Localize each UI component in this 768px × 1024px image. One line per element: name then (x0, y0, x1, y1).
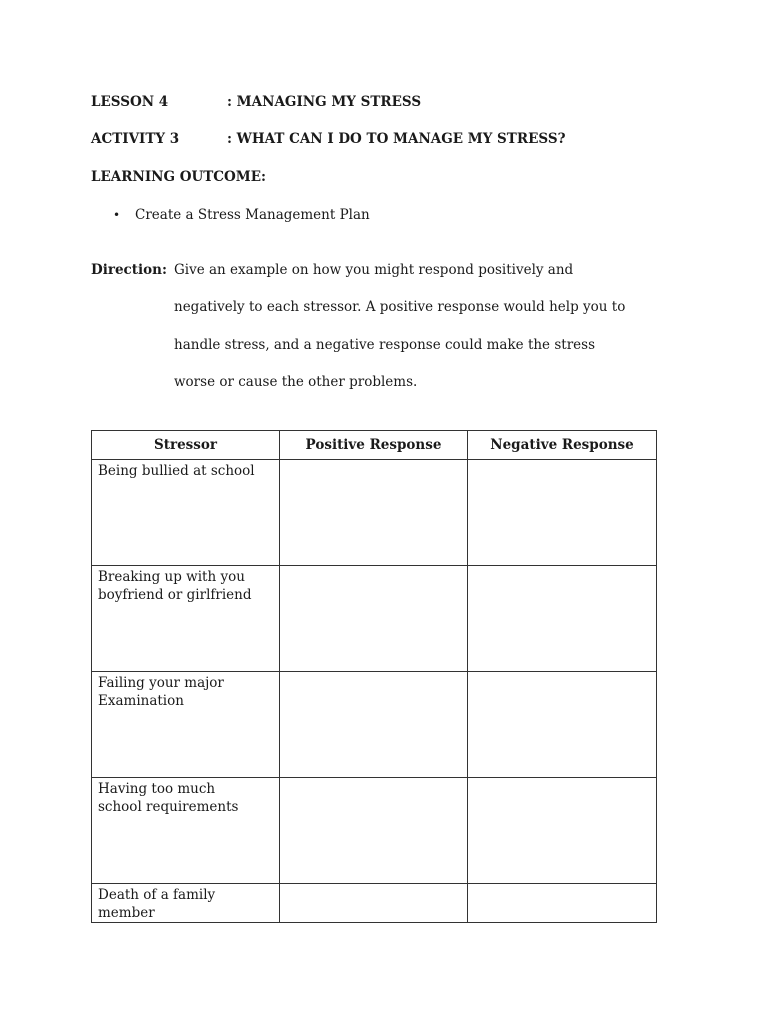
positive-response-cell[interactable] (280, 884, 468, 923)
positive-response-cell[interactable] (280, 460, 468, 566)
direction-line: Give an example on how you might respond positively and (174, 262, 574, 278)
direction-line: worse or cause the other problems. (174, 373, 418, 390)
negative-response-cell[interactable] (468, 566, 657, 672)
stressor-text: boyfriend or girlfriend (98, 587, 252, 603)
learning-outcome-item (113, 207, 370, 223)
stressor-cell (92, 566, 280, 672)
direction-label: Direction: (91, 262, 167, 278)
stress-response-table (91, 430, 657, 923)
direction-text (174, 262, 674, 411)
learning-outcome-text: Create a Stress Management Plan (135, 207, 370, 223)
table-row (92, 884, 657, 923)
stressor-cell (92, 672, 280, 778)
header-negative-response: Negative Response (468, 431, 657, 460)
table-header-row (92, 431, 657, 460)
stressor-text: school requirements (98, 799, 239, 815)
header-positive-response: Positive Response (280, 431, 468, 460)
stressor-text: Having too much (98, 781, 216, 797)
activity-label: ACTIVITY 3 (91, 131, 180, 147)
lesson-label: LESSON 4 (91, 94, 169, 110)
stressor-text: Being bullied at school (98, 463, 255, 479)
header-stressor: Stressor (92, 431, 280, 460)
stressor-cell (92, 778, 280, 884)
direction-line: negatively to each stressor. A positive response would help you to (174, 299, 626, 316)
negative-response-cell[interactable] (468, 778, 657, 884)
activity-title: : WHAT CAN I DO TO MANAGE MY STRESS? (227, 131, 566, 147)
negative-response-cell[interactable] (468, 460, 657, 566)
stressor-text: Death of a family (98, 887, 216, 903)
table-row (92, 672, 657, 778)
table-row (92, 778, 657, 884)
stressor-text: Failing your major (98, 675, 224, 691)
lesson-title: : MANAGING MY STRESS (227, 94, 422, 110)
lesson-heading (91, 94, 421, 110)
positive-response-cell[interactable] (280, 778, 468, 884)
stressor-text: Examination (98, 693, 184, 709)
stressor-cell (92, 884, 280, 923)
stressor-cell (92, 460, 280, 566)
bullet-icon: • (113, 208, 121, 222)
activity-heading (91, 131, 565, 147)
stressor-text: Breaking up with you (98, 569, 245, 585)
table-row (92, 566, 657, 672)
direction-line: handle stress, and a negative response could make the stress (174, 336, 595, 353)
negative-response-cell[interactable] (468, 884, 657, 923)
table-row (92, 460, 657, 566)
positive-response-cell[interactable] (280, 566, 468, 672)
learning-outcome-heading: LEARNING OUTCOME: (91, 169, 266, 185)
negative-response-cell[interactable] (468, 672, 657, 778)
positive-response-cell[interactable] (280, 672, 468, 778)
stressor-text: member (98, 905, 155, 921)
